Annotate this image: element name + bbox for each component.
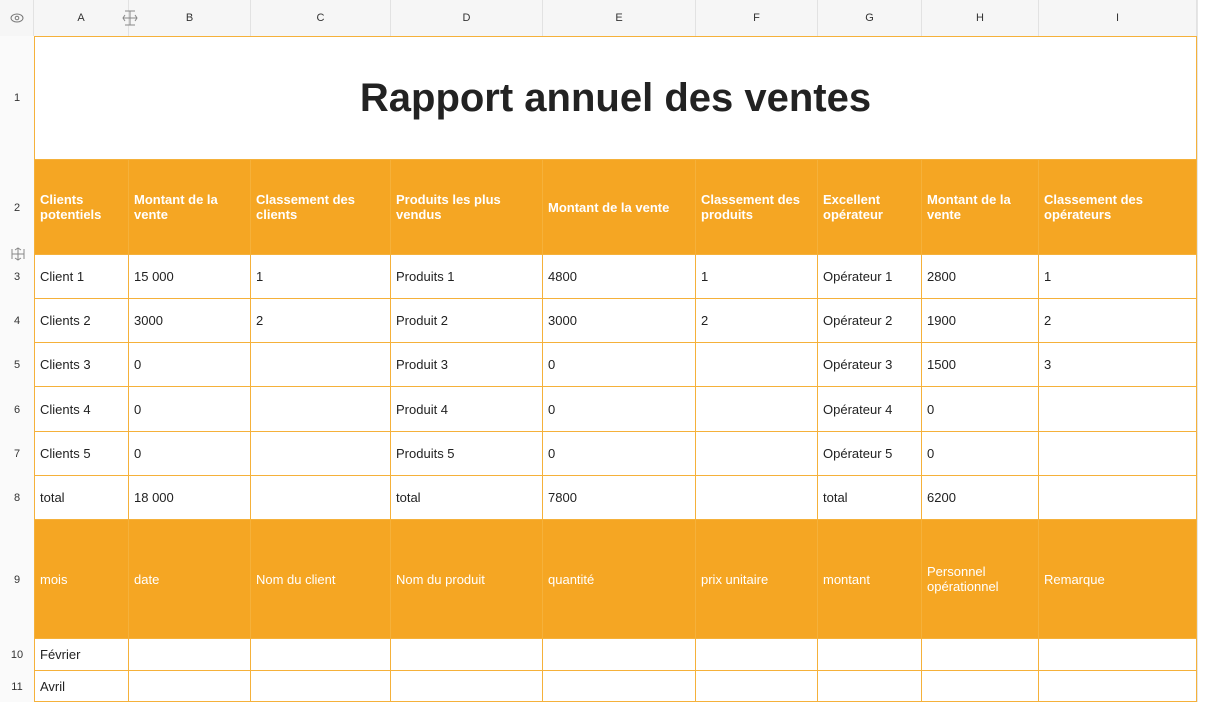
- detail-data-cell[interactable]: [818, 639, 922, 671]
- row-resize-icon[interactable]: [11, 246, 25, 265]
- report-title[interactable]: Rapport annuel des ventes: [34, 36, 1197, 160]
- summary-data-cell[interactable]: total: [391, 476, 543, 520]
- summary-data-cell[interactable]: 0: [922, 387, 1039, 432]
- row-header-6[interactable]: 6: [13, 403, 21, 416]
- summary-data-cell[interactable]: 0: [129, 387, 251, 432]
- summary-header-cell[interactable]: Classement des produits: [696, 160, 818, 255]
- summary-data-cell[interactable]: total: [34, 476, 129, 520]
- summary-data-cell[interactable]: 0: [543, 432, 696, 476]
- detail-data-cell[interactable]: [1039, 671, 1197, 702]
- row-header-7[interactable]: 7: [13, 448, 21, 460]
- summary-data-cell[interactable]: 0: [129, 432, 251, 476]
- sheet-right-edge: [1197, 0, 1210, 702]
- column-header-h[interactable]: H: [922, 0, 1039, 36]
- column-header-b[interactable]: B: [129, 0, 251, 36]
- row-header-11[interactable]: 11: [11, 680, 23, 693]
- summary-data-cell[interactable]: 0: [543, 387, 696, 432]
- detail-header-cell[interactable]: Remarque: [1039, 520, 1197, 639]
- detail-data-cell[interactable]: [696, 639, 818, 671]
- column-header-a[interactable]: A: [34, 0, 129, 36]
- column-header-i[interactable]: I: [1039, 0, 1197, 36]
- summary-data-cell[interactable]: Client 1: [34, 255, 129, 299]
- row-header-strip: [0, 36, 34, 702]
- summary-data-cell[interactable]: 4800: [543, 255, 696, 299]
- detail-data-cell[interactable]: Février: [34, 639, 129, 671]
- summary-header-cell[interactable]: Montant de la vente: [922, 160, 1039, 255]
- summary-data-cell[interactable]: 3000: [543, 299, 696, 343]
- row-header-10[interactable]: 10: [10, 649, 24, 661]
- row-header-5[interactable]: 5: [13, 359, 21, 371]
- summary-header-cell[interactable]: Montant de la vente: [543, 160, 696, 255]
- detail-data-cell[interactable]: [922, 671, 1039, 702]
- column-header-f[interactable]: F: [696, 0, 818, 36]
- summary-data-cell[interactable]: Opérateur 2: [818, 299, 922, 343]
- summary-data-cell[interactable]: [696, 476, 818, 520]
- detail-header-cell[interactable]: Nom du produit: [391, 520, 543, 639]
- row-header-8[interactable]: 8: [13, 492, 21, 504]
- detail-data-cell[interactable]: [696, 671, 818, 702]
- summary-header-cell[interactable]: Classement des opérateurs: [1039, 160, 1197, 255]
- summary-data-cell[interactable]: [251, 432, 391, 476]
- detail-data-cell[interactable]: [391, 671, 543, 702]
- summary-data-cell[interactable]: Opérateur 3: [818, 343, 922, 387]
- detail-header-cell[interactable]: mois: [34, 520, 129, 639]
- summary-data-cell[interactable]: total: [818, 476, 922, 520]
- summary-header-cell[interactable]: Clients potentiels: [34, 160, 129, 255]
- detail-header-cell[interactable]: quantité: [543, 520, 696, 639]
- summary-data-cell[interactable]: [1039, 476, 1197, 520]
- summary-data-cell[interactable]: 2: [1039, 299, 1197, 343]
- detail-header-cell[interactable]: date: [129, 520, 251, 639]
- summary-data-cell[interactable]: 2: [251, 299, 391, 343]
- detail-header-cell[interactable]: Personnel opérationnel: [922, 520, 1039, 639]
- column-header-g[interactable]: G: [818, 0, 922, 36]
- detail-data-cell[interactable]: [391, 639, 543, 671]
- summary-data-cell[interactable]: 2800: [922, 255, 1039, 299]
- summary-data-cell[interactable]: Opérateur 1: [818, 255, 922, 299]
- summary-header-cell[interactable]: Produits les plus vendus: [391, 160, 543, 255]
- summary-data-cell[interactable]: 7800: [543, 476, 696, 520]
- summary-data-cell[interactable]: 1500: [922, 343, 1039, 387]
- row-header-1[interactable]: 1: [13, 92, 21, 104]
- summary-data-cell[interactable]: 2: [696, 299, 818, 343]
- column-resize-icon[interactable]: [121, 10, 139, 29]
- summary-data-cell[interactable]: Opérateur 5: [818, 432, 922, 476]
- detail-header-cell[interactable]: prix unitaire: [696, 520, 818, 639]
- summary-data-cell[interactable]: 1: [696, 255, 818, 299]
- summary-data-cell[interactable]: [696, 343, 818, 387]
- summary-data-cell[interactable]: [1039, 387, 1197, 432]
- summary-data-cell[interactable]: 0: [129, 343, 251, 387]
- detail-data-cell[interactable]: [922, 639, 1039, 671]
- eye-icon[interactable]: [0, 0, 34, 36]
- summary-data-cell[interactable]: 18 000: [129, 476, 251, 520]
- cell-grid: [34, 36, 1197, 702]
- summary-data-cell[interactable]: Clients 2: [34, 299, 129, 343]
- detail-data-cell[interactable]: [543, 671, 696, 702]
- summary-data-cell[interactable]: Clients 4: [34, 387, 129, 432]
- summary-header-cell[interactable]: Excellent opérateur: [818, 160, 922, 255]
- summary-data-cell[interactable]: Produits 5: [391, 432, 543, 476]
- summary-data-cell[interactable]: 1: [1039, 255, 1197, 299]
- summary-header-cell[interactable]: Classement des clients: [251, 160, 391, 255]
- summary-data-cell[interactable]: 0: [922, 432, 1039, 476]
- summary-data-cell[interactable]: 3: [1039, 343, 1197, 387]
- summary-data-cell[interactable]: 3000: [129, 299, 251, 343]
- column-header-c[interactable]: C: [251, 0, 391, 36]
- summary-data-cell[interactable]: Produit 2: [391, 299, 543, 343]
- detail-data-cell[interactable]: [818, 671, 922, 702]
- column-header-d[interactable]: D: [391, 0, 543, 36]
- summary-data-cell[interactable]: 1: [251, 255, 391, 299]
- summary-data-cell[interactable]: Opérateur 4: [818, 387, 922, 432]
- detail-data-cell[interactable]: [251, 639, 391, 671]
- detail-header-cell[interactable]: Nom du client: [251, 520, 391, 639]
- summary-data-cell[interactable]: Clients 5: [34, 432, 129, 476]
- detail-header-cell[interactable]: montant: [818, 520, 922, 639]
- summary-data-cell[interactable]: [251, 343, 391, 387]
- row-header-3[interactable]: 3: [13, 271, 21, 283]
- detail-data-cell[interactable]: [1039, 639, 1197, 671]
- summary-data-cell[interactable]: [1039, 432, 1197, 476]
- summary-data-cell[interactable]: 1900: [922, 299, 1039, 343]
- summary-data-cell[interactable]: [696, 432, 818, 476]
- column-header-bar: [0, 0, 1210, 37]
- row-header-2[interactable]: 2: [13, 201, 21, 214]
- column-header-e[interactable]: E: [543, 0, 696, 36]
- summary-data-cell[interactable]: Clients 3: [34, 343, 129, 387]
- summary-data-cell[interactable]: [251, 476, 391, 520]
- summary-data-cell[interactable]: 0: [543, 343, 696, 387]
- detail-data-cell[interactable]: [543, 639, 696, 671]
- summary-data-cell[interactable]: [696, 387, 818, 432]
- row-header-9[interactable]: 9: [13, 573, 21, 586]
- summary-data-cell[interactable]: Produits 1: [391, 255, 543, 299]
- summary-data-cell[interactable]: Produit 3: [391, 343, 543, 387]
- summary-data-cell[interactable]: 15 000: [129, 255, 251, 299]
- detail-data-cell[interactable]: [251, 671, 391, 702]
- summary-data-cell[interactable]: [251, 387, 391, 432]
- detail-data-cell[interactable]: Avril: [34, 671, 129, 702]
- summary-header-cell[interactable]: Montant de la vente: [129, 160, 251, 255]
- summary-data-cell[interactable]: 6200: [922, 476, 1039, 520]
- detail-data-cell[interactable]: [129, 639, 251, 671]
- summary-data-cell[interactable]: Produit 4: [391, 387, 543, 432]
- detail-data-cell[interactable]: [129, 671, 251, 702]
- row-header-4[interactable]: 4: [13, 315, 21, 327]
